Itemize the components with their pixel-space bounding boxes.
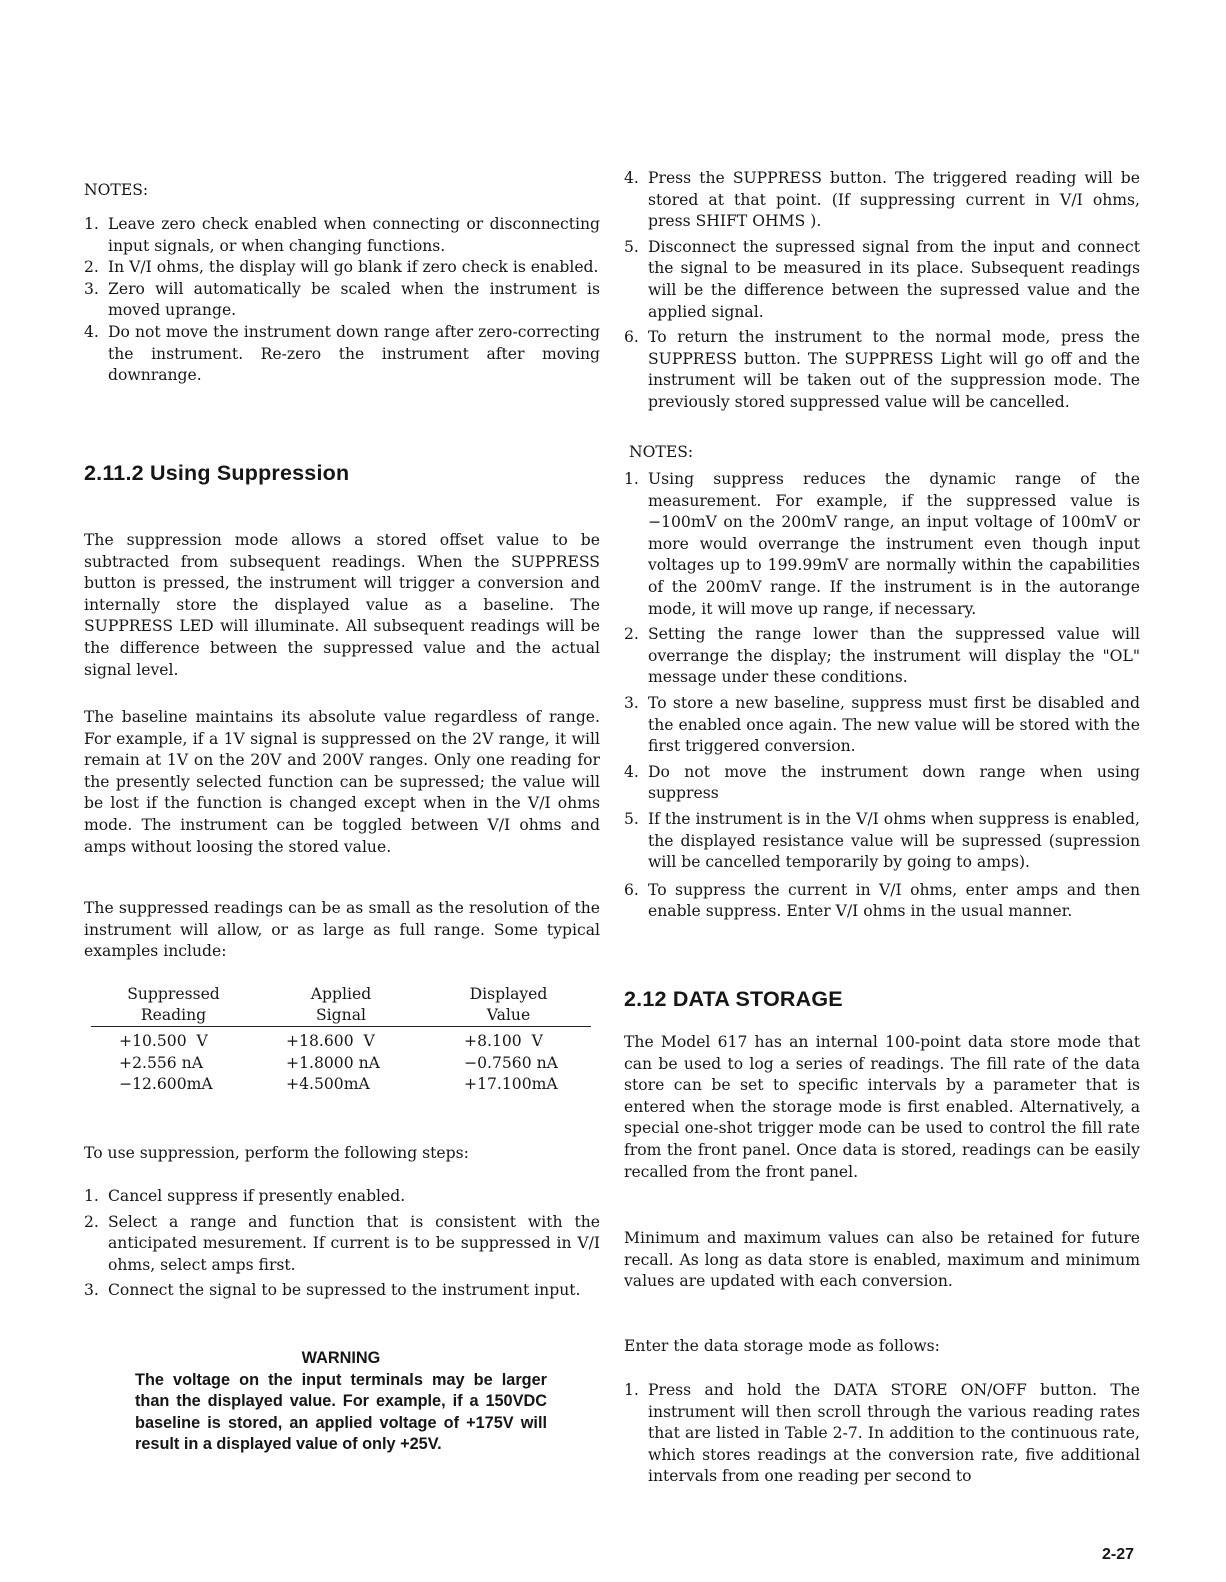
notes-list	[84, 214, 600, 387]
warning-text: The voltage on the input terminals may be larger than the displayed value. For example, if a 150VDC baseline is stored, an applied voltage of +175V will result in a displayed value of only +25V.	[135, 1370, 547, 1454]
list-item: 1. Leave zero check enabled when connecting or disconnecting input signals, or when changing functions.	[84, 215, 600, 255]
list-item: 4. Do not move the instrument down range after zero-correcting the instrument. Re-zero the instrument after moving downrange.	[84, 322, 600, 385]
list-item: 3. To store a new baseline, suppress must first be disabled and the enabled once again. The new value will be stored with the first triggered conversion.	[624, 693, 1140, 756]
paragraph: The suppressed readings can be as small as the resolution of the instrument will allow, or as large as full range. Some typical examples include:	[84, 899, 600, 961]
section-heading: 2.11.2 Using Suppression	[84, 461, 350, 485]
list-item: 4. Press the SUPPRESS button. The triggered reading will be stored at that point. (If suppressing current in V/I ohms, press SHIFT OHMS ).	[624, 169, 1140, 231]
list-item: 3. Zero will automatically be scaled when the instrument is moved uprange.	[84, 279, 600, 320]
paragraph: Enter the data storage mode as follows:	[624, 1337, 940, 1355]
table-header: Displayed Value	[469, 985, 548, 1024]
table-header: Suppressed Reading	[127, 985, 220, 1024]
examples-table	[91, 984, 591, 1096]
list-item: 5. If the instrument is in the V/I ohms when suppress is enabled, the displayed resistance value will be supressed (supression will be cancelled temporarily by going to amps).	[624, 809, 1140, 872]
table-row: −12.600mA +4.500mA +17.100mA	[119, 1075, 558, 1093]
list-item: 1. Cancel suppress if presently enabled.	[84, 1187, 406, 1205]
list-item: 1. Using suppress reduces the dynamic range of the measurement. For example, if the suppressed value is −100mV on the 200mV range, an input voltage of 100mV or more would overrange the instrument even though input voltages up to 199.99mV are normally within the capabilities of the 200mV range. If the instrument is in the autorange mode, it will move up range, if necessary.	[624, 470, 1140, 618]
list-item: 5. Disconnect the supressed signal from the input and connect the signal to be measured in its place. Subsequent readings will be the difference between the supressed value and the applied signal.	[624, 237, 1140, 321]
paragraph: The suppression mode allows a stored offset value to be subtracted from subsequent readings. When the SUPPRESS button is pressed, the instrument will trigger a conversion and internally store the displayed value as a baseline. The SUPPRESS LED will illuminate. All subsequent readings will be the difference between the suppressed value and the actual signal level.	[84, 531, 600, 679]
paragraph: The Model 617 has an internal 100-point data store mode that can be used to log a series of readings. The fill rate of the data store can be set to specific intervals by a parameter that is entered when the storage mode is first enabled. Alternatively, a special one-shot trigger mode can be used to control the fill rate from the front panel. Once data is stored, readings can be easily recalled from the front panel.	[624, 1033, 1140, 1181]
warning-title: WARNING	[301, 1349, 381, 1367]
list-item: 4. Do not move the instrument down range when using suppress	[624, 762, 1140, 803]
notes-title: NOTES:	[629, 443, 694, 461]
paragraph: To use suppression, perform the following steps:	[84, 1144, 469, 1162]
paragraph: The baseline maintains its absolute value regardless of range. For example, if a 1V signal is suppressed on the 2V range, it will remain at 1V on the 20V and 200V ranges. Only one reading for the presently selected function can be supressed; the value will be lost if the function is changed except when in the V/I ohms mode. The instrument can be toggled between V/I ohms and amps without loosing the stored value.	[84, 708, 600, 856]
list-item: 1. Press and hold the DATA STORE ON/OFF button. The instrument will then scroll through the various reading rates that are listed in Table 2-7. In addition to the continuous rate, which stores readings at the conversion rate, five additional intervals from one reading per second to	[624, 1381, 1140, 1486]
paragraph: Minimum and maximum values can also be retained for future recall. As long as data store is enabled, maximum and minimum values are updated with each conversion.	[624, 1229, 1140, 1291]
storage-steps-list	[624, 1380, 1140, 1488]
steps-list-continued	[624, 168, 1140, 414]
list-item: 2. In V/I ohms, the display will go blank if zero check is enabled.	[84, 258, 599, 277]
table-header: Applied Signal	[310, 985, 372, 1024]
list-item: 2. Setting the range lower than the suppressed value will overrange the display; the instrument will display the "OL" message under these conditions.	[624, 625, 1140, 687]
list-item: 3. Connect the signal to be supressed to the instrument input.	[84, 1281, 581, 1300]
list-item: 6. To return the instrument to the normal mode, press the SUPPRESS button. The SUPPRESS Light will go off and the instrument will be taken out of the suppression mode. The previously stored suppressed value will be cancelled.	[624, 328, 1140, 411]
notes-title: NOTES:	[84, 181, 149, 199]
table-row: +10.500 V +18.600 V +8.100 V	[119, 1032, 543, 1050]
section-heading: 2.12 DATA STORAGE	[624, 987, 843, 1011]
warning-box	[135, 1348, 547, 1456]
notes-list	[624, 469, 1140, 923]
list-item: 2. Select a range and function that is consistent with the anticipated mesurement. If current is to be suppressed in V/I ohms, select amps first.	[84, 1212, 600, 1274]
steps-list	[84, 1186, 600, 1302]
page-number: 2-27	[1101, 1546, 1134, 1563]
table-row: +2.556 nA +1.8000 nA −0.7560 nA	[119, 1053, 558, 1072]
list-item: 6. To suppress the current in V/I ohms, enter amps and then enable suppress. Enter V/I ohms in the usual manner.	[624, 880, 1140, 921]
